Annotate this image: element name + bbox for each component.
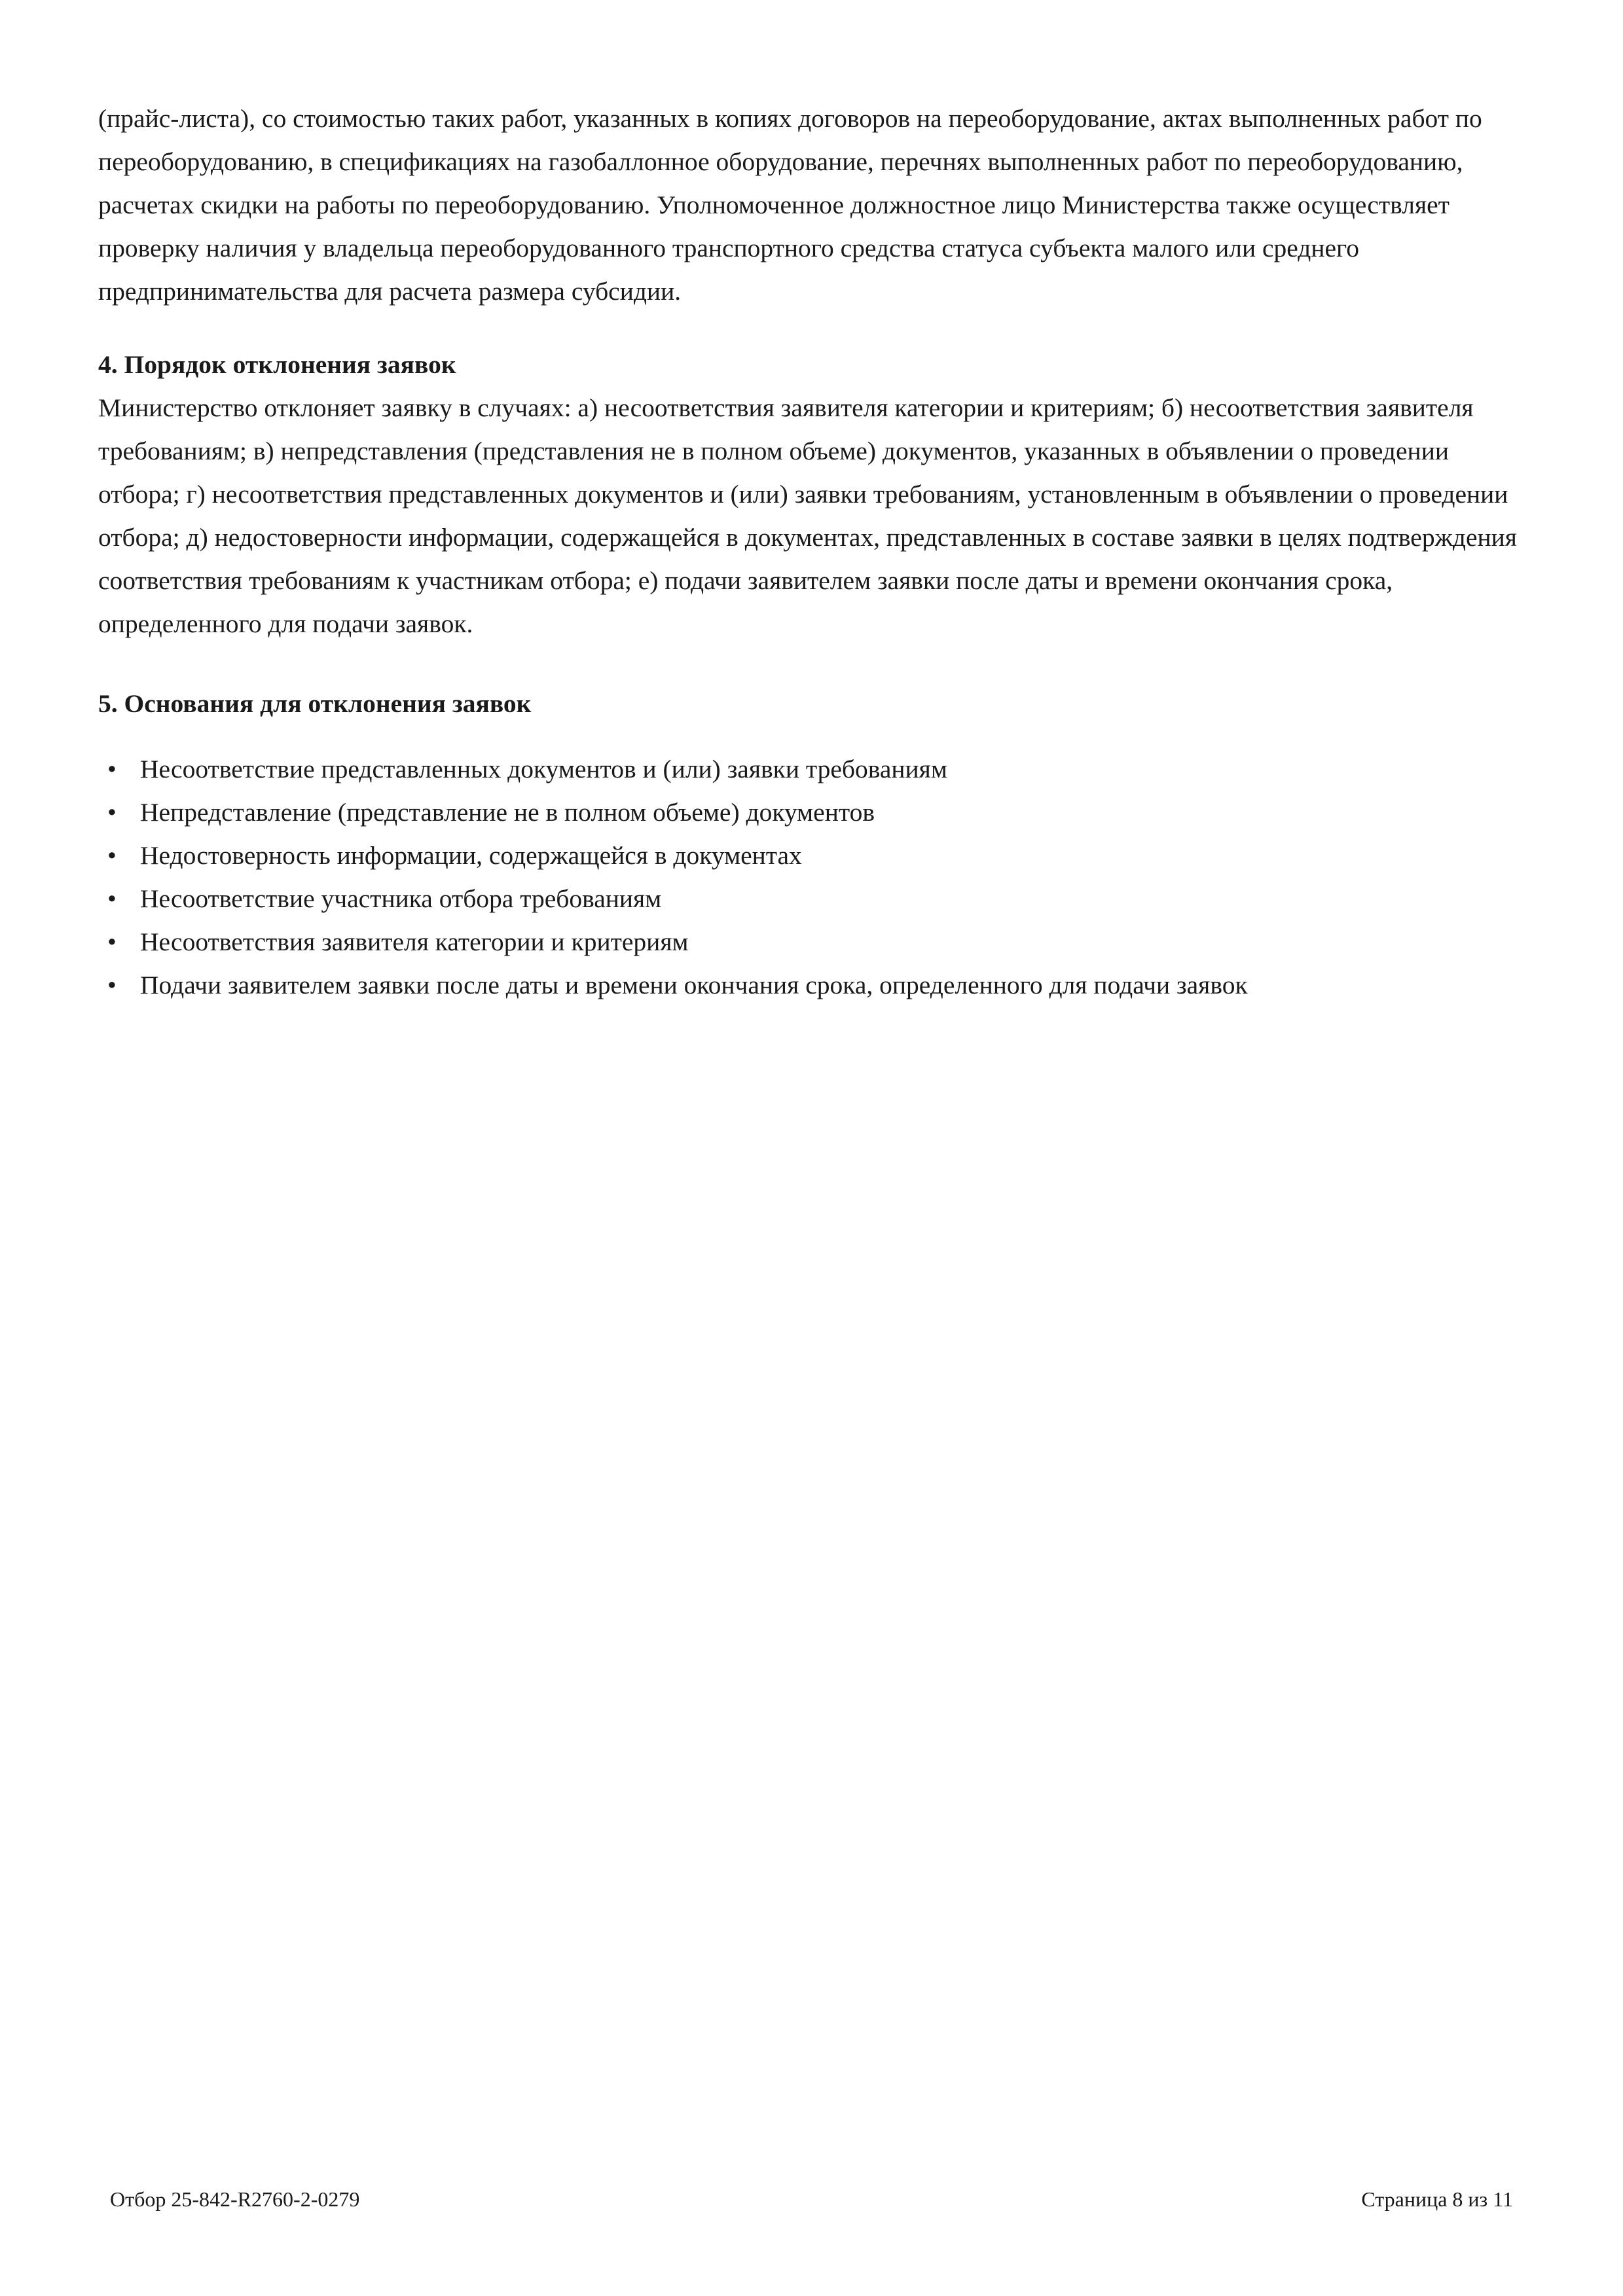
section-4-body: Министерство отклоняет заявку в случаях: а) несоответствия заявителя категории и критериям; б) несоответствия заявителя требованиям; в) непредставления (представления не в полном объеме) документов, указанных в объявлении о проведении отбора; г) несоответствия представленных документов и (или) заявки требованиям, установленным в объявлении о проведении отбора; д) недостоверности информации, содержащейся в документах, представленных в составе заявки в целях подтверждения соответствия требованиям к участникам отбора; е) подачи заявителем заявки после даты и времени окончания срока, определенного для подачи заявок. (98, 393, 1517, 638)
list-item-text: Непредставление (представление не в полном объеме) документов (140, 798, 875, 827)
document-page (98, 97, 1532, 1007)
list-item (98, 963, 1532, 1007)
list-item-text: Недостоверность информации, содержащейся в документах (140, 841, 802, 870)
footer-page-number: Страница 8 из 11 (1361, 2187, 1513, 2211)
list-item (98, 747, 1532, 791)
list-item-text: Подачи заявителем заявки после даты и времени окончания срока, определенного для подачи заявок (140, 971, 1248, 999)
list-item (98, 791, 1532, 834)
list-item (98, 834, 1532, 877)
bullet-icon: • (107, 927, 117, 956)
list-item-text: Несоответствие участника отбора требованиям (140, 884, 662, 913)
list-item (98, 920, 1532, 963)
rejection-grounds-list (98, 747, 1532, 1007)
bullet-icon: • (107, 884, 117, 913)
footer-selection-id: Отбор 25-842-R2760-2-0279 (110, 2187, 360, 2211)
list-item-text: Несоответствия заявителя категории и критериям (140, 927, 689, 956)
bullet-icon: • (107, 798, 117, 827)
section-5-title: 5. Основания для отклонения заявок (98, 689, 532, 718)
intro-paragraph: (прайс-листа), со стоимостью таких работ, указанных в копиях договоров на переоборудование, актах выполненных работ по переоборудованию, в спецификациях на газобаллонное оборудование, перечнях выполненных работ по переоборудованию, расчетах скидки на работы по переоборудованию. Уполномоченное должностное лицо Министерства также осуществляет проверку наличия у владельца переоборудованного транспортного средства статуса субъекта малого или среднего предпринимательства для расчета размера субсидии. (98, 104, 1482, 306)
list-item-text: Несоответствие представленных документов и (или) заявки требованиям (140, 755, 947, 783)
section-4-title: 4. Порядок отклонения заявок (98, 350, 456, 379)
bullet-icon: • (107, 755, 117, 783)
list-item (98, 877, 1532, 920)
bullet-icon: • (107, 841, 117, 870)
bullet-icon: • (107, 971, 117, 999)
